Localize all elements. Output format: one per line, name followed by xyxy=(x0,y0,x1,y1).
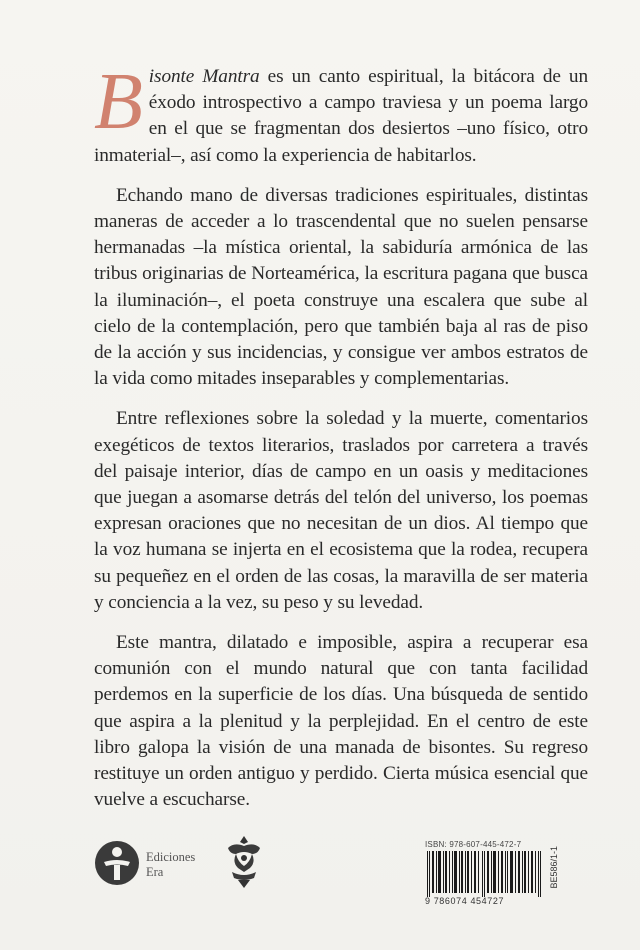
paragraph-1 xyxy=(94,58,589,169)
eagle-seal-icon xyxy=(222,832,266,890)
paragraph-4: Este mantra, dilatado e imposible, aspira a recuperar esa comunión con el mundo natural que con tanta facilidad perdemos en la superficie de los días. Una búsqueda de sentido que aspira a la plenitud y la perplejidad. En el centro de este libro galopa la visión de una manada de bisontes. Su regreso restituye un orden antiguo y perdido. Cierta música esencial que vuelve a escucharse. xyxy=(94,632,588,811)
publisher-line-2: Era xyxy=(146,865,164,879)
drop-cap: B xyxy=(94,58,143,146)
barcode-digits: 9 786074 454727 xyxy=(425,896,505,906)
paragraph-3: Entre reflexiones sobre la soledad y la muerte, comentarios exegéticos de textos literarios, traslados por carretera a través del paisaje interior, días de campo en un oasis y meditaciones que juegan a asomarse detrás del telón del universo, los poemas expresan oraciones que no necesitan de un dios. Al tiempo que la voz humana se injerta en el ecosistema que la rodea, recupera su pequeñez en el orden de las cosas, la maravilla de ser materia y conciencia a la vez, su peso y su levedad. xyxy=(94,408,588,613)
barcode-area xyxy=(425,840,575,910)
publisher-line-1: Ediciones xyxy=(146,850,196,864)
footer xyxy=(0,820,640,920)
paragraph-1-text: es un canto espiritual, la bitácora de un éxodo introspectivo a campo traviesa y un poema largo en el que se fragmentan dos desiertos –uno físico, otro inmaterial–, así como la experiencia de habitarlos. xyxy=(94,66,589,166)
barcode-icon xyxy=(425,851,543,897)
isbn-label: ISBN: 978-607-445-472-7 xyxy=(425,840,522,849)
book-title: isonte Mantra xyxy=(148,66,260,87)
publisher-name xyxy=(146,850,195,880)
sku-code: BE586/1-1 xyxy=(549,846,559,889)
era-logo-icon xyxy=(94,840,140,886)
blurb-text xyxy=(94,58,589,827)
paragraph-2: Echando mano de diversas tradiciones espirituales, distintas maneras de acceder a lo trascendental que no suelen pensarse hermanadas –la mística oriental, la sabiduría armónica de las tribus originarias de Norteamérica, la escritura pagana que busca la iluminación–, el poeta construye una escalera que sube al cielo de la contemplación, pero que también baja al ras de piso de la acción y sus incidencias, y consigue ver ambos estratos de la vida como mitades inseparables y complementarias. xyxy=(94,184,588,390)
